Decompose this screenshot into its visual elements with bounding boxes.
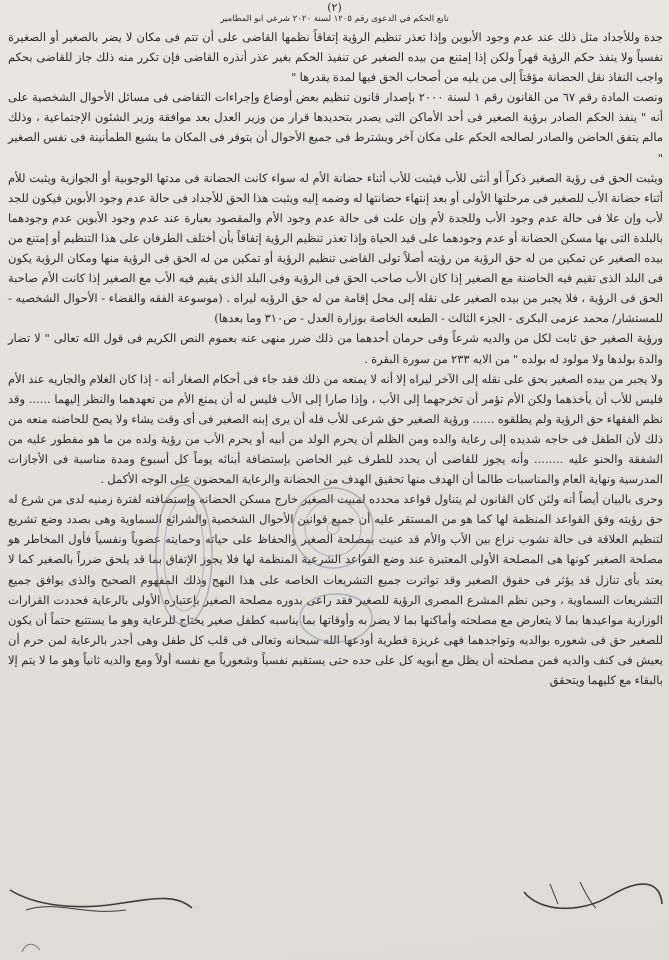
paragraph: ولا يجبر من بيده الصغير بحق على نقله إلى الآخر ليراه إلا أنه لا يمنعه من ذلك فقد جاء فى أحكام الصغار أنه - إذا كان الغلام والجاريه عند الأم فليس للأب أن يأخذهما ولكن الأم تؤمر أن تخرجهما إلى الأب ، وإذا صارا إلى الأب فليس له أن يمنع الأم من تعهدهما والنظر إليهما ...... وقد نظم الفقهاء حق الرؤية ولم يطلقوه ...... ورؤية الصغير حق شرعى للأب فله أن يرى إبنه الصغير فى أى وقت يشاء ولا يصح للحاضنه منعه من ذلك لأن الطفل فى حاجه شديده إلى رعاية والده ومن الظلم أن يحرم الولد من أبيه أو يحرم الأب من رؤية ولده من ما هو مفطور عليه من الشفقة والحنو عليه ........ وأنه يجوز للقاضى أن يحدد للطرف غير الحاضن بإستضافة أبنائه يوماً كل أسبوع ومدة مناسبة فى الأجازات المدرسية ونهاية العام والمناسبات طالما أن الهدف منها تحقيق الهدف من الحضانة والرعاية المحضون على الوجه الأكمل . (8, 371, 663, 487)
paragraph: جدة وللأجداد مثل ذلك عند عدم وجود الأبوين وإذا تعذر تنظيم الرؤية إتفاقاً نظمها القاضى على أن تتم فى مكان لا يضر بالصغير أو الصغيرة نفسياً ولا ينفذ حكم الرؤية قهراً ولكن إذا إمتنع من بيده الصغير عن تنفيذ الحكم بغير عذر أنذره القاضى فإن تكرر منه ذلك جاز للقاضى بحكم واجب النفاذ نقل الحضانة مؤقتاً إلى من يليه من أصحاب الحق فيها لمدة يقدرها " (8, 30, 663, 85)
court-seal-icon (288, 468, 378, 588)
paragraph: ويثبت الحق فى رؤية الصغير ذكراً أو أنثى للأب فيثبت للأب أثناء حضانة الأم له سواء كانت الحضانة فى مدتها الوجوبية أو الجوازية ويثبت للأم أثناء حضانة الأب للصغير فى مرحلتها الأولى أو بعد إنتهاء حضانتها له وضمه إليه ويثبت هذا الحق للأجداد فى حالة عدم وجود الأبوين فيكون للجد لأب وإن علا فى حالة عدم وجود الأب وللجدة لأم وإن علت فى حالة عدم وجود الأم والمقصود بعبارة عند عدم وجود الأبوين عدم وجودهما بالبلدة التى بها مسكن الحضانة أو عدم وجودهما على قيد الحياة وإذا تعذر تنظيم الرؤية إتفاقاً بأن أختلف الطرفان على هذا التنظيم أو إمتنع من بيده الصغير عن تمكين من له حق الرؤية من رؤيته أصلاً تولى القاضى تنظيم الرؤية أو تمكين من له الحق فى الرؤية منها ومكان الرؤية يكون فى البلد الذى تقيم فيه الحاضنة مع الصغير إذا كان الأب صاحب الحق فى الرؤية وفى البلد الذى يقيم فيه الأب مع الصغير إذا كانت الأم صاحبة الحق فى الرؤية ، فلا يجبر من بيده الصغير على نقله إلى محل إقامة من له حق الرؤيه ليراه . (موسوعة الفقه والقضاء - الأحوال الشخصيه - للمستشار/ محمد عزمى البكرى - الجزء الثالث - الطبعه الخاصة بوزارة العدل - ص٣١٠ وما بعدها) (8, 170, 663, 326)
court-stamp-icon (152, 480, 216, 630)
paragraph: وحرى بالبيان أيضاً أنه ولئن كان القانون لم يتناول قواعد محدده لمبيت الصغير خارج مسكن الحضانه وإستضافته لفترة زمنيه لدى من شرع له حق رؤيته وفق القواعد المنظمة لها كما هو من المستقر عليه أن جميع قوانين الأحوال الشخصية والشرائع السماوية وهى بصدد وضع تشريع لتنظيم العلاقة فى حالة نشوب نزاع بين الأب والأم قد عنيت بمصلحة الصغير والحفاظ على حياته وحمايته عضوياً ونفسياً فأول المخاطر هو مصلحة الصغير كونها هى المصلحة الأولى المعتبرة عند وضع القواعد الشرعية المنظمة لها فلا يجوز الإتفاق بما قد يلحق ضرراً بالصغير كما لا يعتد بأى تنازل قد يؤثر فى حقوق الصغير وقد تواترت جميع التشريعات الخاصه على هذا النهج وذلك المفهوم الصحيح والذى يوافق جميع التشريعات السماوية ، وحين نظم المشرع المصرى الرؤية للصغير فقد راعى بدوره مصلحة الصغير بإعتباره الأولى بالرعاية فحددت القرارات الوزارية مواعيدها بما لا يتعارض مع مصلحته وأماكنها بما لا يضر به وأوقاتها بما يناسبه كطفل صغير يحتاج للرعاية وهو ما يستتبع حتماً أن يكون للصغير حق فى شعوره بوالديه وتواجدهما فهى غريزة فطرية أودعها الله سبحانه وتعالى فى قلب كل طفل وهى أجدر بالرعاية لمن حرم أن يعيش فى كنف والديه فمن مصلحته أن يظل مع أبويه كل على حده حتى يستقيم نفسياً وشعورياً مع نفسه أولاً ومع والديه ثانياً وهو ما لا يتم إلا بالبقاء مع كليهما ويتحقق (8, 492, 663, 687)
case-caption: تابع الحكم في الدعوى رقم ١٢٠٥ لسنة ٢٠٢٠ شرعي ابو المطامير (220, 14, 449, 24)
pencil-mark-icon (20, 940, 44, 956)
paragraph: ورؤية الصغير حق ثابت لكل من والديه شرعاً وفى حرمان أحدهما من ذلك ضرر منهى عنه بعموم النص الكريم فى قول الله تعالى " لا تضار والدة بولدها ولا مولود له بولده " من الايه ٢٣٣ من سورة البقرة . (8, 331, 663, 366)
signature-left-icon (6, 880, 196, 920)
page-header (0, 0, 669, 25)
court-stamp-icon (296, 588, 376, 648)
paragraph: ونصت المادة رقم ٦٧ من القانون رقم ١ لسنة ٢٠٠٠ بإصدار قانون تنظيم بعض أوضاع وإجراءات التقاضى فى مسائل الأحوال الشخصية على أنه " ينفذ الحكم الصادر برؤية الصغير فى أحد الأماكن التى يصدر بتحديدها قرار من وزير العدل بعد موافقة وزير الشئون الإجتماعية ، وذلك مالم يتفق الحاضن والصادر لصالحه الحكم على مكان آخر ويشترط فى جميع الأحوال أن يتوفر فى المكان ما يشيع الطمأنينة فى نفس الصغير " (8, 90, 663, 165)
page-number: (٢) (327, 1, 342, 14)
signature-right-icon (520, 874, 666, 920)
